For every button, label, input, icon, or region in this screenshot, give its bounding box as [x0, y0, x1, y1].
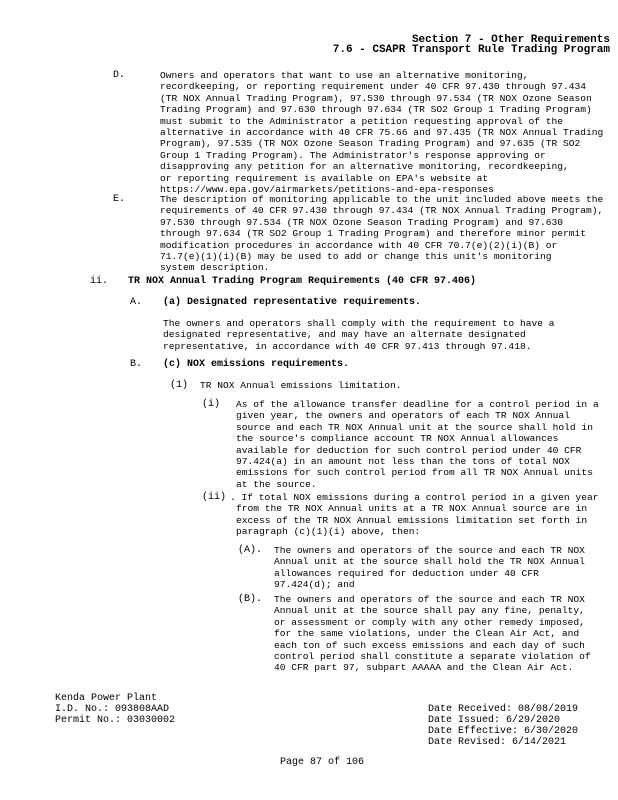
- sub-i-line: at the source.: [236, 478, 317, 490]
- para-d-line: disapproving any petition for an alternative monitoring, recordkeeping,: [160, 161, 569, 173]
- date-effective: Date Effective: 6/30/2020: [428, 726, 579, 737]
- para-d-line: must submit to the Administrator a petition requesting approval of the: [160, 115, 564, 127]
- sub-cap-a-body: [274, 545, 585, 591]
- sub-cap-a-line: 97.424(d); and: [274, 579, 355, 591]
- subsection-header: 7.6 - CSAPR Transport Rule Trading Program: [332, 44, 610, 56]
- sub-i-line: given year, the owners and operators of each TR NOX Annual: [236, 410, 570, 422]
- sub-ii-label: (ii): [202, 492, 227, 503]
- sub-cap-b-line: 40 CFR part 97, subpart AAAAA and the Clean Air Act.: [274, 662, 574, 674]
- sub-ii-line: . If total NOX emissions during a control period in a given year: [230, 492, 599, 503]
- date-revised: Date Revised: 6/14/2021: [428, 737, 567, 748]
- para-d-line: Owners and operators that want to use an alternative monitoring,: [160, 70, 529, 81]
- para-e-line: through 97.634 (TR SO2 Group 1 Trading Program) and therefore minor permit: [160, 228, 587, 240]
- para-e-line: 97.530 through 97.534 (TR NOX Ozone Season Trading Program) and 97.630: [160, 216, 564, 228]
- date-issued: Date Issued: 6/29/2020: [428, 715, 561, 726]
- item-ii-title: TR NOX Annual Trading Program Requirements (40 CFR 97.406): [128, 276, 477, 287]
- sub-ii-line: excess of the TR NOX Annual emissions limitation set forth in: [236, 514, 588, 526]
- sub-cap-b-label: (B).: [238, 594, 263, 605]
- para-d-line: Trading Program) and 97.630 through 97.634 (TR SO2 Group 1 Trading Program): [160, 104, 592, 116]
- sub-cap-a-line: Annual unit at the source shall hold the TR NOX Annual: [274, 556, 585, 568]
- sub-cap-b-line: Annual unit at the source shall pay any fine, penalty,: [274, 605, 585, 617]
- permit-number: Permit No.: 03030002: [55, 715, 176, 726]
- footer-facility-block: [55, 693, 175, 726]
- para-e-line: system description.: [160, 262, 270, 274]
- para-b-label: B.: [130, 359, 143, 370]
- para-d-line: Program), 97.535 (TR NOX Ozone Season Trading Program) and 97.635 (TR SO2: [160, 138, 581, 150]
- para-d-line: (TR NOX Annual Trading Program), 97.530 through 97.534 (TR NOX Ozone Season: [160, 92, 592, 104]
- sub-i-label: (i): [202, 399, 221, 410]
- sub-1-label: (1): [170, 380, 189, 391]
- sub-cap-b-body: [274, 594, 591, 674]
- sub-ii-line: from the TR NOX Annual units at a TR NOX Annual source are in: [236, 503, 588, 515]
- para-d-body: [160, 70, 603, 195]
- para-e-line: The description of monitoring applicable to the unit included above meets the: [160, 194, 604, 205]
- section-header: Section 7 - Other Requirements: [411, 34, 610, 46]
- para-e-label: E.: [113, 194, 126, 205]
- para-a-line: The owners and operators shall comply with the requirement to have a: [163, 318, 555, 329]
- sub-i-line: the source's compliance account TR NOX Annual allowances: [236, 433, 559, 445]
- sub-cap-a-line: The owners and operators of the source and each TR NOX: [274, 545, 585, 556]
- sub-cap-a-label: (A).: [238, 545, 263, 556]
- para-d-line: recordkeeping, or reporting requirement under 40 CFR 97.430 through 97.434: [160, 81, 587, 93]
- sub-i-line: emissions for such control period from all TR NOX Annual units: [236, 467, 593, 479]
- sub-cap-b-line: control period shall constitute a separate violation of: [274, 651, 591, 663]
- para-e-line: requirements of 40 CFR 97.430 through 97.434 (TR NOX Annual Trading Program),: [160, 205, 604, 217]
- para-e-body: [160, 194, 603, 274]
- sub-i-line: available for deduction for such control period under 40 CFR: [236, 444, 582, 456]
- para-a-line: designated representative, and may have an alternate designated: [163, 329, 526, 341]
- para-e-line: modification procedures in accordance with 40 CFR 70.7(e)(2)(i)(B) or: [160, 239, 558, 251]
- para-d-line: Group 1 Trading Program). The Administrator's response approving or: [160, 149, 546, 161]
- sub-ii-body: [230, 492, 598, 538]
- sub-ii-line: paragraph (c)(1)(i) above, then:: [236, 526, 421, 538]
- date-received: Date Received: 08/08/2019: [428, 704, 579, 715]
- para-e-line: 71.7(e)(1)(i)(B) may be used to add or change this unit's monitoring: [160, 251, 552, 263]
- para-d-line: or reporting requirement is available on EPA's website at: [160, 172, 489, 184]
- facility-id: I.D. No.: 093808AAD: [55, 704, 170, 715]
- sub-i-line: As of the allowance transfer deadline for a control period in a: [236, 399, 599, 410]
- sub-cap-a-line: allowances required for deduction under 40 CFR: [274, 567, 539, 579]
- sub-cap-b-line: for the same violations, under the Clean Air Act, and: [274, 628, 580, 640]
- item-ii-label: ii.: [90, 276, 109, 287]
- sub-i-line: 97.424(a) in an amount not less than the tons of total NOX: [236, 456, 570, 468]
- para-a-label: A.: [130, 297, 143, 308]
- footer-dates-block: [428, 704, 578, 748]
- sub-i-body: [236, 399, 599, 490]
- sub-cap-b-line: or assessment or comply with any other remedy imposed,: [274, 616, 585, 628]
- para-d-line: alternative in accordance with 40 CFR 75.66 and 97.435 (TR NOX Annual Trading: [160, 127, 604, 139]
- para-d-label: D.: [113, 70, 126, 81]
- sub-1-text: TR NOX Annual emissions limitation.: [200, 380, 402, 391]
- para-a-title: (a) Designated representative requirements.: [163, 297, 422, 308]
- para-a-line: representative, in accordance with 40 CFR 97.413 through 97.418.: [163, 340, 532, 352]
- epa-petitions-link[interactable]: https://www.epa.gov/airmarkets/petitions-and-epa-responses: [160, 184, 494, 196]
- sub-i-line: source and each TR NOX Annual unit at the source shall hold in: [236, 421, 593, 433]
- facility-name: Kenda Power Plant: [55, 693, 158, 704]
- sub-cap-b-line: The owners and operators of the source and each TR NOX: [274, 594, 585, 605]
- page-number: Page 87 of 106: [280, 757, 365, 768]
- para-a-body: [163, 318, 555, 352]
- sub-cap-b-line: each ton of such excess emissions and each day of such: [274, 639, 585, 651]
- para-b-title: (c) NOX emissions requirements.: [163, 359, 350, 370]
